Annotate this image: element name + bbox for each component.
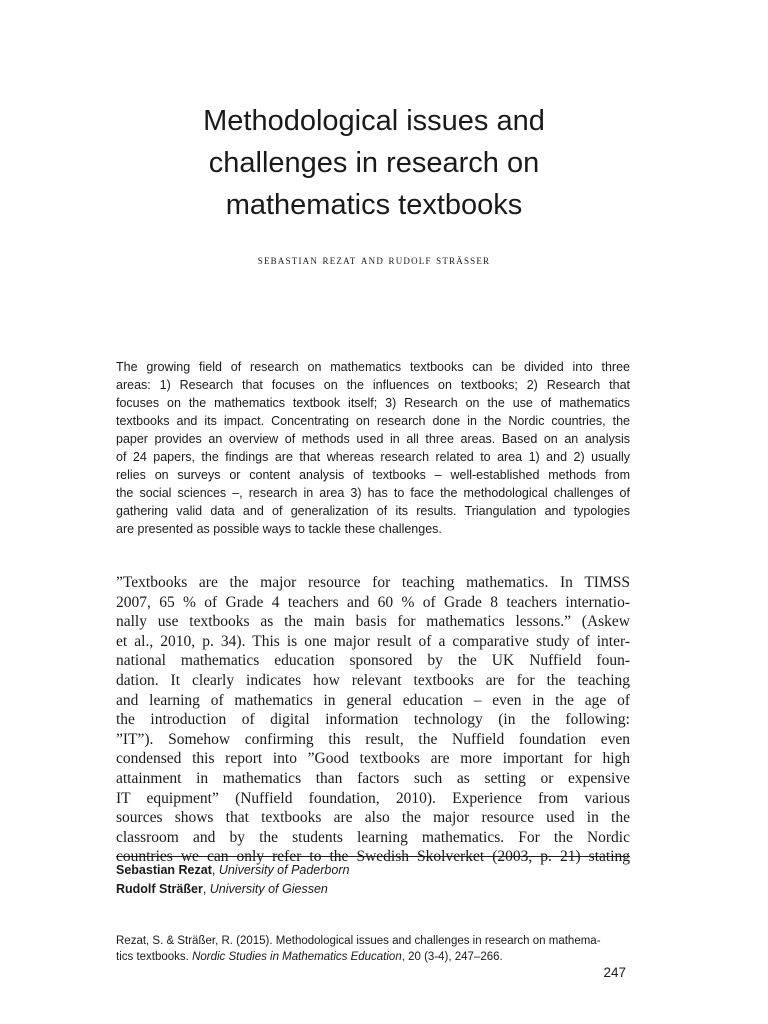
affiliation-line: Rudolf Sträßer, University of Giessen bbox=[116, 882, 328, 896]
abstract-line: gathering valid data and of generalization of its results. Triangulation and typologies bbox=[116, 504, 630, 518]
body-line: sources shows that textbooks are also the major resource used in the bbox=[116, 809, 630, 827]
body-paragraph bbox=[116, 573, 630, 867]
body-line: ”Textbooks are the major resource for teaching mathematics. In TIMSS bbox=[116, 574, 630, 591]
citation-note bbox=[116, 933, 630, 965]
body-line: classroom and by the students learning mathematics. For the Nordic bbox=[116, 828, 630, 846]
authors-byline: sebastian rezat and rudolf strässer bbox=[257, 252, 491, 267]
abstract-line: textbooks and its impact. Concentrating on research done in the Nordic countries, the bbox=[116, 414, 630, 428]
title-line: Methodological issues and bbox=[203, 105, 545, 137]
citation-prefix: tics textbooks. bbox=[116, 951, 193, 963]
abstract-line: paper provides an overview of methods used in all three areas. Based on an analysis bbox=[116, 432, 630, 446]
body-line: condensed this report into ”Good textbooks are more important for high bbox=[116, 750, 630, 768]
body-line: the introduction of digital information technology (in the following: bbox=[116, 711, 630, 729]
abstract bbox=[116, 358, 630, 538]
body-line: dation. It clearly indicates how relevant textbooks are for the teaching bbox=[116, 671, 630, 689]
journal-name: Nordic Studies in Mathematics Education bbox=[192, 951, 402, 963]
abstract-line: are presented as possible ways to tackle these challenges. bbox=[116, 522, 442, 536]
page-number: 247 bbox=[603, 965, 626, 980]
body-line: IT equipment” (Nuffield foundation, 2010). Experience from various bbox=[116, 789, 630, 807]
citation-line bbox=[116, 949, 630, 965]
footnote-divider bbox=[116, 856, 630, 857]
author-name: Rudolf Sträßer bbox=[116, 882, 203, 896]
citation-suffix: , 20 (3-4), 247–266. bbox=[401, 951, 503, 963]
abstract-line: The growing field of research on mathematics textbooks can be divided into three bbox=[116, 360, 630, 374]
body-line: et al., 2010, p. 34). This is one major result of a comparative study of inter- bbox=[116, 632, 630, 650]
paper-title bbox=[120, 100, 628, 226]
abstract-line: of 24 papers, the findings are that whereas research related to area 1) and 2) usually bbox=[116, 450, 630, 464]
author-name: Sebastian Rezat bbox=[116, 863, 212, 877]
affiliation-line: Sebastian Rezat, University of Paderborn bbox=[116, 863, 350, 877]
author-institution: University of Paderborn bbox=[218, 863, 350, 877]
author-institution: University of Giessen bbox=[209, 882, 328, 896]
body-line: attainment in mathematics than factors such as setting or expensive bbox=[116, 769, 630, 787]
body-line: national mathematics education sponsored by the UK Nuffield foun- bbox=[116, 652, 630, 670]
title-line: mathematics textbooks bbox=[225, 189, 523, 221]
abstract-line: the social sciences –, research in area 3) has to face the methodological challenges of bbox=[116, 486, 630, 500]
body-line: 2007, 65 % of Grade 4 teachers and 60 % of Grade 8 teachers internatio- bbox=[116, 593, 630, 611]
body-line: and learning of mathematics in general education – even in the age of bbox=[116, 691, 630, 709]
abstract-line: relies on surveys or content analysis of textbooks – well-established methods from bbox=[116, 468, 630, 482]
title-line: challenges in research on bbox=[208, 147, 540, 179]
body-line: nally use textbooks as the main basis for mathematics lessons.” (Askew bbox=[116, 613, 630, 631]
abstract-line: focuses on the mathematics textbook itself; 3) Research on the use of mathematics bbox=[116, 396, 630, 410]
abstract-line: areas: 1) Research that focuses on the influences on textbooks; 2) Research that bbox=[116, 378, 630, 392]
author-affiliations bbox=[116, 861, 349, 899]
body-line: countries we can only refer to the Swedish Skolverket (2003, p. 21) stating bbox=[116, 848, 630, 866]
body-line: ”IT”). Somehow confirming this result, the Nuffield foundation even bbox=[116, 730, 630, 748]
citation-line: Rezat, S. & Sträßer, R. (2015). Methodological issues and challenges in research on mathema- bbox=[116, 935, 601, 947]
